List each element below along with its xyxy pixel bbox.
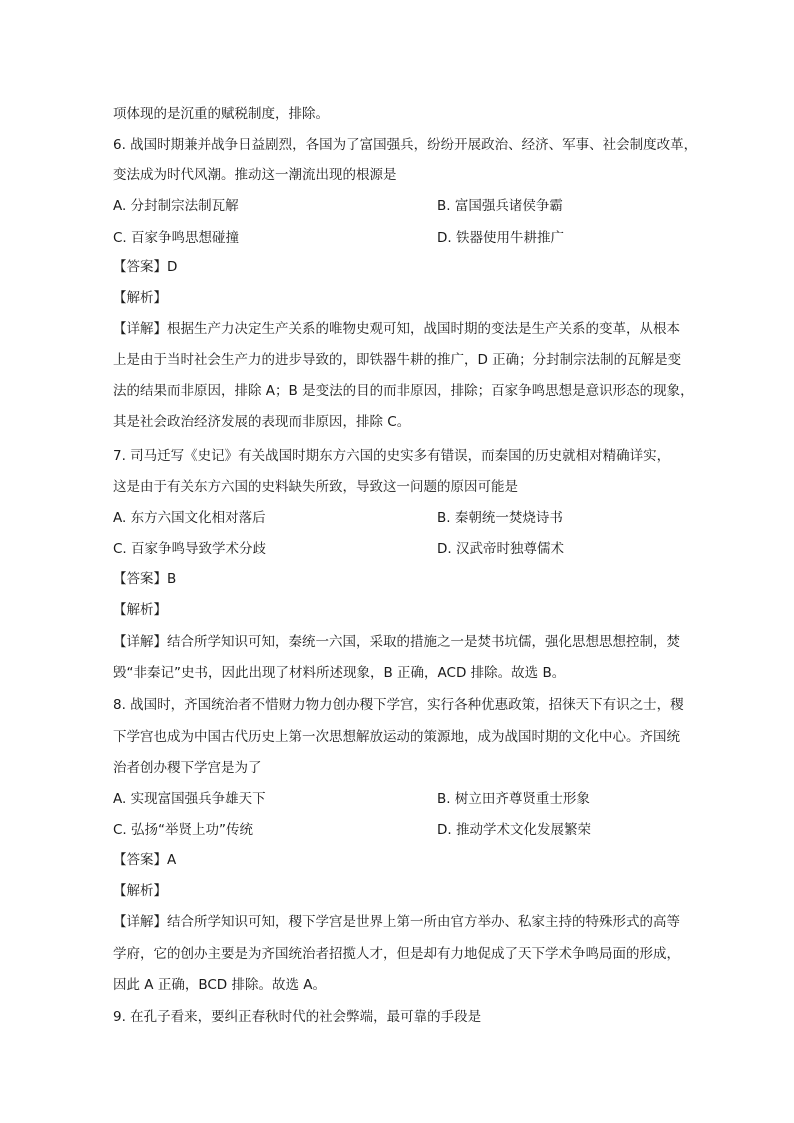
question-8-explanation-line: 学府，它的创办主要是为齐国统治者招揽人才，但是却有力地促成了天下学术争鸣局面的形成， xyxy=(113,946,680,962)
question-8-option-c: C. 弘扬“举贤上功”传统 xyxy=(113,822,253,838)
question-6-stem: 6. 战国时期兼并战争日益剧烈，各国为了富国强兵，纷纷开展政治、经济、军事、社会制度改革， xyxy=(113,137,698,153)
question-7-option-d: D. 汉武帝时独尊儒术 xyxy=(437,541,564,557)
question-6-explanation-line: 其是社会政治经济发展的表现而非原因，排除 C。 xyxy=(113,414,411,430)
question-6-explanation-line: 上是由于当时社会生产力的进步导致的，即铁器牛耕的推广，D 正确；分封制宗法制的瓦解是变 xyxy=(113,352,682,368)
question-8-explanation-line: 【详解】结合所学知识可知，稷下学宫是世界上第一所由官方举办、私家主持的特殊形式的高等 xyxy=(113,914,680,930)
question-8-answer: 【答案】A xyxy=(113,852,177,868)
question-6-explanation-line: 【详解】根据生产力决定生产关系的唯物史观可知，战国时期的变法是生产关系的变革，从根本 xyxy=(113,321,680,337)
question-6-option-d: D. 铁器使用牛耕推广 xyxy=(437,230,564,246)
question-7-explanation-line: 毁“非秦记”史书，因此出现了材料所述现象，B 正确，ACD 排除。故选 B。 xyxy=(113,665,566,681)
question-8-analysis-label: 【解析】 xyxy=(113,883,167,899)
question-8-option-b: B. 树立田齐尊贤重士形象 xyxy=(437,791,590,807)
question-7-option-c: C. 百家争鸣导致学术分歧 xyxy=(113,541,267,557)
question-8-option-d: D. 推动学术文化发展繁荣 xyxy=(437,822,591,838)
question-7-option-a: A. 东方六国文化相对落后 xyxy=(113,510,266,526)
question-8-stem-cont: 治者创办稷下学宫是为了 xyxy=(113,760,262,776)
question-7-explanation-line: 【详解】结合所学知识可知，秦统一六国，采取的措施之一是焚书坑儒，强化思想思想控制，焚 xyxy=(113,634,680,650)
question-6-explanation-line: 法的结果而非原因，排除 A；B 是变法的目的而非原因，排除；百家争鸣思想是意识形态的现象， xyxy=(113,383,694,399)
question-7-stem-cont: 这是由于有关东方六国的史料缺失所致，导致这一问题的原因可能是 xyxy=(113,479,518,495)
question-6-analysis-label: 【解析】 xyxy=(113,290,167,306)
question-7-option-b: B. 秦朝统一焚烧诗书 xyxy=(437,510,563,526)
question-6-option-c: C. 百家争鸣思想碰撞 xyxy=(113,230,240,246)
question-9-stem: 9. 在孔子看来，要纠正春秋时代的社会弊端，最可靠的手段是 xyxy=(113,1009,482,1025)
question-7-stem: 7. 司马迁写《史记》有关战国时期东方六国的史实多有错误，而秦国的历史就相对精确详实， xyxy=(113,448,671,464)
question-6-answer: 【答案】D xyxy=(113,259,178,275)
question-6-stem-cont: 变法成为时代风潮。推动这一潮流出现的根源是 xyxy=(113,167,397,183)
question-8-explanation-line: 因此 A 正确，BCD 排除。故选 A。 xyxy=(113,977,326,993)
question-6-option-a: A. 分封制宗法制瓦解 xyxy=(113,198,239,214)
question-8-option-a: A. 实现富国强兵争雄天下 xyxy=(113,791,266,807)
text-line: 项体现的是沉重的赋税制度，排除。 xyxy=(113,106,329,122)
question-8-stem-cont: 下学宫也成为中国古代历史上第一次思想解放运动的策源地，成为战国时期的文化中心。齐国统 xyxy=(113,729,680,745)
question-8-stem: 8. 战国时，齐国统治者不惜财力物力创办稷下学宫，实行各种优惠政策，招徕天下有识之士，稷 xyxy=(113,697,684,713)
question-7-analysis-label: 【解析】 xyxy=(113,602,167,618)
question-7-answer: 【答案】B xyxy=(113,571,177,587)
question-6-option-b: B. 富国强兵诸侯争霸 xyxy=(437,198,563,214)
